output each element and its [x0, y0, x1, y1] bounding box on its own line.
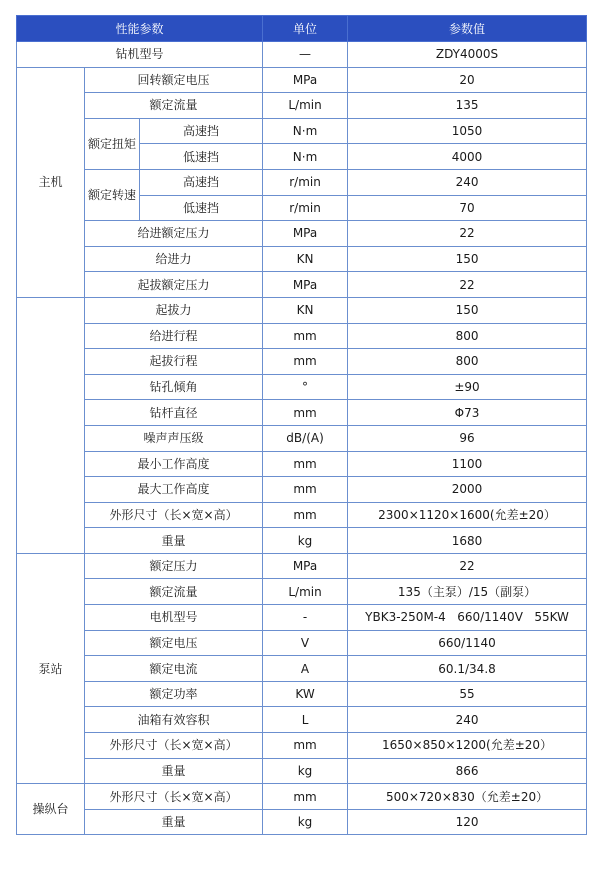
row-unit: KW: [263, 681, 348, 707]
row-value: 70: [348, 195, 587, 221]
row-label: 最大工作高度: [85, 477, 263, 503]
row-unit: MPa: [263, 67, 348, 93]
row-label: 外形尺寸（长×宽×高）: [85, 733, 263, 759]
row-value: 500×720×830（允差±20）: [348, 784, 587, 810]
table-row: [17, 374, 587, 400]
row-unit: L: [263, 707, 348, 733]
row-value: 2300×1120×1600(允差±20）: [348, 502, 587, 528]
row-unit: L/min: [263, 579, 348, 605]
row-unit: kg: [263, 758, 348, 784]
row-value: 800: [348, 349, 587, 375]
table-row: [17, 42, 587, 68]
row-unit: mm: [263, 733, 348, 759]
table-row: [17, 707, 587, 733]
header-unit: 单位: [263, 16, 348, 42]
subgroup-label-speed: 额定转速: [85, 169, 140, 220]
table-row: [17, 93, 587, 119]
row-unit: MPa: [263, 553, 348, 579]
row-value: 866: [348, 758, 587, 784]
row-unit: MPa: [263, 221, 348, 247]
table-row: [17, 528, 587, 554]
table-row: [17, 809, 587, 835]
row-value: YBK3-250M-4 660/1140V 55KW: [348, 605, 587, 631]
table-row: [17, 502, 587, 528]
table-row: [17, 272, 587, 298]
row-label: 低速挡: [140, 195, 263, 221]
row-value: 135（主泵）/15（副泵）: [348, 579, 587, 605]
row-label: 最小工作高度: [85, 451, 263, 477]
table-row: [17, 297, 587, 323]
table-row: [17, 221, 587, 247]
row-unit: r/min: [263, 169, 348, 195]
row-label: 低速挡: [140, 144, 263, 170]
row-value: 150: [348, 297, 587, 323]
row-unit: kg: [263, 809, 348, 835]
row-label: 重量: [85, 809, 263, 835]
row-value: 22: [348, 272, 587, 298]
row-unit: dB/(A): [263, 425, 348, 451]
table-row: [17, 451, 587, 477]
row-unit: L/min: [263, 93, 348, 119]
row-unit: mm: [263, 451, 348, 477]
row-label: 钻机型号: [17, 42, 263, 68]
row-label: 高速挡: [140, 118, 263, 144]
row-unit: mm: [263, 784, 348, 810]
row-unit: r/min: [263, 195, 348, 221]
table-row: [17, 784, 587, 810]
table-row: [17, 425, 587, 451]
row-label: 额定流量: [85, 579, 263, 605]
row-unit: —: [263, 42, 348, 68]
row-label: 起拔力: [85, 297, 263, 323]
table-row: [17, 169, 587, 195]
row-value: 20: [348, 67, 587, 93]
table-row: [17, 349, 587, 375]
row-value: ZDY4000S: [348, 42, 587, 68]
row-label: 给进行程: [85, 323, 263, 349]
row-value: 800: [348, 323, 587, 349]
row-label: 额定压力: [85, 553, 263, 579]
row-value: 4000: [348, 144, 587, 170]
row-label: 电机型号: [85, 605, 263, 631]
row-label: 起拔行程: [85, 349, 263, 375]
row-unit: MPa: [263, 272, 348, 298]
row-unit: A: [263, 656, 348, 682]
row-value: 240: [348, 707, 587, 733]
header-row: [17, 16, 587, 42]
row-value: 96: [348, 425, 587, 451]
row-unit: mm: [263, 323, 348, 349]
row-label: 额定电压: [85, 630, 263, 656]
table-row: [17, 323, 587, 349]
row-value: 55: [348, 681, 587, 707]
row-value: 660/1140: [348, 630, 587, 656]
row-label: 额定电流: [85, 656, 263, 682]
row-value: 120: [348, 809, 587, 835]
header-param: 性能参数: [17, 16, 263, 42]
row-unit: mm: [263, 400, 348, 426]
row-value: 150: [348, 246, 587, 272]
row-unit: -: [263, 605, 348, 631]
row-value: 22: [348, 553, 587, 579]
row-unit: mm: [263, 477, 348, 503]
row-label: 重量: [85, 758, 263, 784]
group-label-pump: 泵站: [17, 553, 85, 783]
row-unit: °: [263, 374, 348, 400]
row-value: 1680: [348, 528, 587, 554]
row-value: 1050: [348, 118, 587, 144]
row-value: 60.1/34.8: [348, 656, 587, 682]
table-row: [17, 605, 587, 631]
row-value: Φ73: [348, 400, 587, 426]
row-unit: V: [263, 630, 348, 656]
row-label: 额定功率: [85, 681, 263, 707]
table-row: [17, 681, 587, 707]
table-row: [17, 400, 587, 426]
row-unit: KN: [263, 246, 348, 272]
row-label: 额定流量: [85, 93, 263, 119]
row-unit: mm: [263, 349, 348, 375]
row-label: 给进力: [85, 246, 263, 272]
table-row: [17, 553, 587, 579]
row-unit: N·m: [263, 118, 348, 144]
row-value: ±90: [348, 374, 587, 400]
row-label: 外形尺寸（长×宽×高）: [85, 784, 263, 810]
row-value: 2000: [348, 477, 587, 503]
row-label: 外形尺寸（长×宽×高）: [85, 502, 263, 528]
row-value: 1650×850×1200(允差±20）: [348, 733, 587, 759]
table-row: [17, 758, 587, 784]
row-label: 起拔额定压力: [85, 272, 263, 298]
row-label: 回转额定电压: [85, 67, 263, 93]
row-value: 1100: [348, 451, 587, 477]
group-label-console: 操纵台: [17, 784, 85, 835]
table-row: [17, 630, 587, 656]
table-row: [17, 118, 587, 144]
group-label-host: 主机: [17, 67, 85, 297]
table-row: [17, 656, 587, 682]
row-label: 钻杆直径: [85, 400, 263, 426]
table-row: [17, 733, 587, 759]
row-value: 22: [348, 221, 587, 247]
row-label: 高速挡: [140, 169, 263, 195]
row-label: 噪声声压级: [85, 425, 263, 451]
row-label: 重量: [85, 528, 263, 554]
table-row: [17, 579, 587, 605]
row-value: 135: [348, 93, 587, 119]
row-unit: N·m: [263, 144, 348, 170]
row-label: 钻孔倾角: [85, 374, 263, 400]
row-unit: kg: [263, 528, 348, 554]
table-row: [17, 67, 587, 93]
table-row: [17, 477, 587, 503]
subgroup-label-torque: 额定扭矩: [85, 118, 140, 169]
row-unit: KN: [263, 297, 348, 323]
spec-table: [16, 15, 587, 835]
row-label: 油箱有效容积: [85, 707, 263, 733]
row-label: 给进额定压力: [85, 221, 263, 247]
table-row: [17, 246, 587, 272]
header-value: 参数值: [348, 16, 587, 42]
row-unit: mm: [263, 502, 348, 528]
row-value: 240: [348, 169, 587, 195]
group-label-general: [17, 297, 85, 553]
